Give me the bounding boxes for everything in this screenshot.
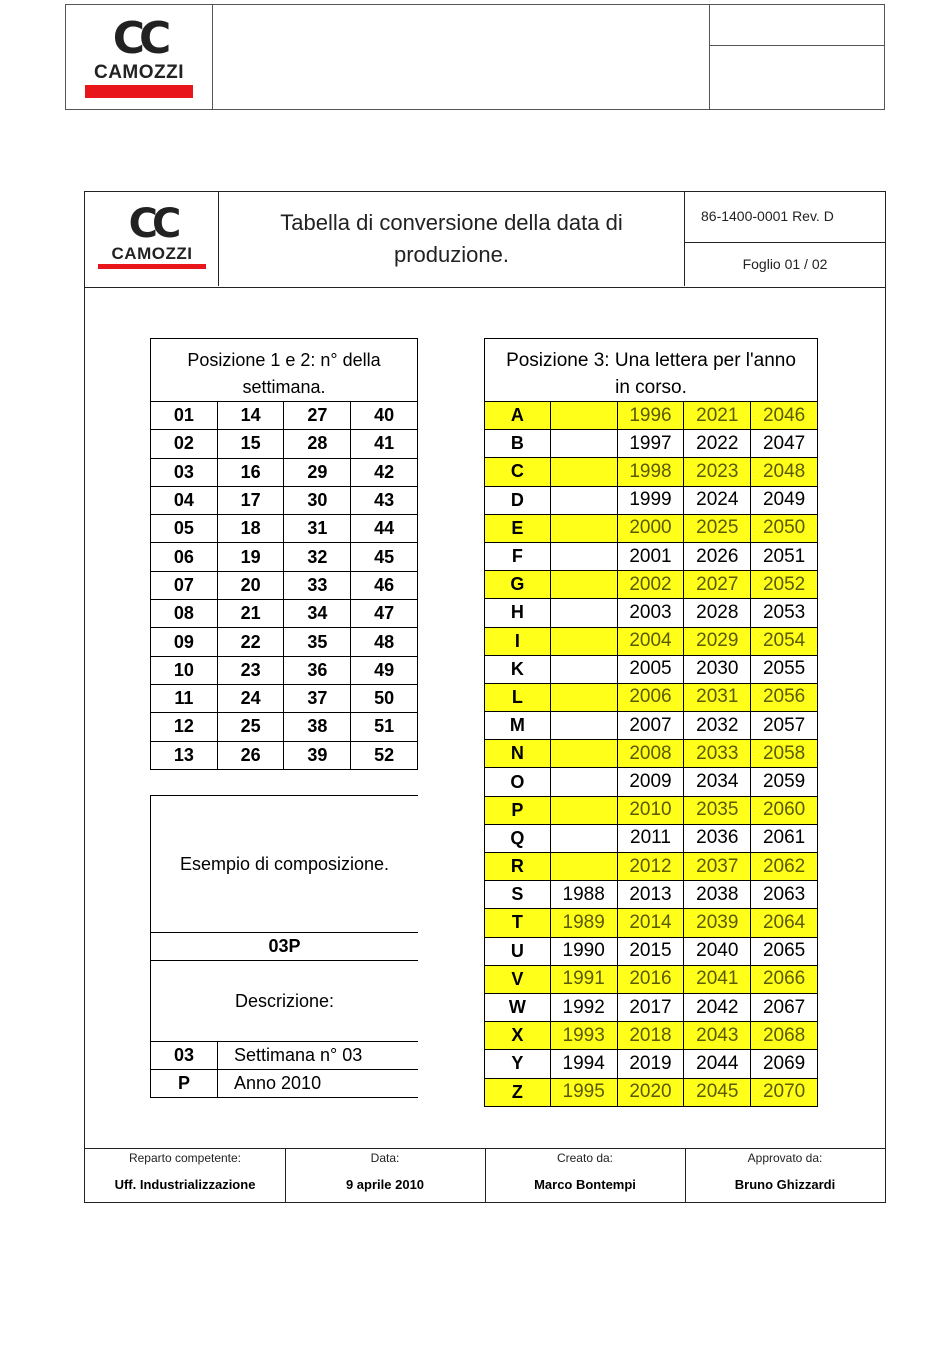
year-cell: 2046 bbox=[751, 402, 818, 430]
week-cell: 51 bbox=[351, 713, 418, 741]
year-cell: 2007 bbox=[617, 712, 684, 740]
footer-created-by bbox=[485, 1149, 686, 1203]
title-logo-cell bbox=[85, 192, 219, 286]
year-cell: 2068 bbox=[751, 1022, 818, 1050]
year-cell: 2023 bbox=[684, 458, 751, 486]
year-row-c bbox=[485, 458, 818, 486]
week-row bbox=[151, 600, 418, 628]
year-cell bbox=[550, 402, 617, 430]
year-letter: P bbox=[485, 796, 551, 824]
year-row-p bbox=[485, 796, 818, 824]
year-cell bbox=[550, 486, 617, 514]
week-cell: 19 bbox=[217, 543, 284, 571]
example-description-row bbox=[151, 961, 419, 1042]
year-cell bbox=[550, 430, 617, 458]
week-cell: 20 bbox=[217, 571, 284, 599]
week-cell: 41 bbox=[351, 430, 418, 458]
year-row-y bbox=[485, 1050, 818, 1078]
week-cell: 32 bbox=[284, 543, 351, 571]
week-cell: 37 bbox=[284, 684, 351, 712]
year-row-t bbox=[485, 909, 818, 937]
week-cell: 04 bbox=[151, 486, 218, 514]
year-cell bbox=[550, 853, 617, 881]
year-cell: 2005 bbox=[617, 655, 684, 683]
year-cell: 2001 bbox=[617, 542, 684, 570]
week-cell: 01 bbox=[151, 402, 218, 430]
week-cell: 18 bbox=[217, 515, 284, 543]
footer-value: Marco Bontempi bbox=[534, 1177, 636, 1192]
year-letter: Q bbox=[485, 824, 551, 852]
example-row bbox=[151, 1070, 419, 1098]
title-row bbox=[85, 192, 885, 288]
document-number: 86-1400-0001 Rev. D bbox=[685, 192, 885, 243]
week-cell: 15 bbox=[217, 430, 284, 458]
year-letter: Z bbox=[485, 1078, 551, 1106]
week-cell: 42 bbox=[351, 458, 418, 486]
year-cell: 2032 bbox=[684, 712, 751, 740]
year-cell: 1998 bbox=[617, 458, 684, 486]
year-cell: 1991 bbox=[550, 965, 617, 993]
week-cell: 16 bbox=[217, 458, 284, 486]
week-cell: 12 bbox=[151, 713, 218, 741]
week-cell: 26 bbox=[217, 741, 284, 769]
year-row-n bbox=[485, 740, 818, 768]
year-letter: M bbox=[485, 712, 551, 740]
year-cell bbox=[550, 768, 617, 796]
year-cell: 2047 bbox=[751, 430, 818, 458]
year-cell bbox=[550, 458, 617, 486]
year-cell: 2061 bbox=[751, 824, 818, 852]
year-cell: 2070 bbox=[751, 1078, 818, 1106]
week-table-body bbox=[151, 402, 418, 770]
year-row-x bbox=[485, 1022, 818, 1050]
year-cell: 2004 bbox=[617, 627, 684, 655]
year-cell: 2024 bbox=[684, 486, 751, 514]
year-row-u bbox=[485, 937, 818, 965]
year-cell: 2018 bbox=[617, 1022, 684, 1050]
year-header-line-1: Posizione 3: Una lettera per l'anno bbox=[506, 350, 796, 371]
year-letter: A bbox=[485, 402, 551, 430]
year-cell: 2033 bbox=[684, 740, 751, 768]
document-title bbox=[219, 192, 685, 286]
title-line-2: produzione. bbox=[394, 242, 509, 267]
year-cell: 2053 bbox=[751, 599, 818, 627]
week-row bbox=[151, 713, 418, 741]
year-cell bbox=[550, 655, 617, 683]
year-cell: 2065 bbox=[751, 937, 818, 965]
camozzi-logo bbox=[95, 201, 209, 269]
example-value: Settimana n° 03 bbox=[218, 1042, 419, 1070]
year-cell bbox=[550, 712, 617, 740]
week-cell: 45 bbox=[351, 543, 418, 571]
year-letter: R bbox=[485, 853, 551, 881]
year-table-header-row bbox=[485, 339, 818, 402]
year-row-z bbox=[485, 1078, 818, 1106]
year-cell: 2058 bbox=[751, 740, 818, 768]
week-cell: 29 bbox=[284, 458, 351, 486]
year-row-m bbox=[485, 712, 818, 740]
footer bbox=[85, 1148, 885, 1202]
year-letter-table bbox=[484, 338, 818, 1107]
week-row bbox=[151, 430, 418, 458]
footer-label: Creato da: bbox=[556, 1151, 614, 1165]
week-row bbox=[151, 486, 418, 514]
year-cell: 2049 bbox=[751, 486, 818, 514]
year-table-body bbox=[485, 402, 818, 1107]
week-row bbox=[151, 628, 418, 656]
year-row-e bbox=[485, 514, 818, 542]
year-cell: 2057 bbox=[751, 712, 818, 740]
year-cell: 2048 bbox=[751, 458, 818, 486]
year-cell: 2063 bbox=[751, 881, 818, 909]
year-row-a bbox=[485, 402, 818, 430]
week-cell: 14 bbox=[217, 402, 284, 430]
footer-value: Uff. Industrializzazione bbox=[114, 1177, 256, 1192]
week-cell: 50 bbox=[351, 684, 418, 712]
year-cell: 2036 bbox=[684, 824, 751, 852]
year-cell: 2041 bbox=[684, 965, 751, 993]
week-cell: 35 bbox=[284, 628, 351, 656]
year-cell: 2030 bbox=[684, 655, 751, 683]
year-cell: 2056 bbox=[751, 683, 818, 711]
year-row-o bbox=[485, 768, 818, 796]
sheet-number: Foglio 01 / 02 bbox=[742, 256, 828, 272]
year-cell: 2008 bbox=[617, 740, 684, 768]
camozzi-logo-word: CAMOZZI bbox=[93, 62, 185, 83]
year-row-d bbox=[485, 486, 818, 514]
year-row-g bbox=[485, 571, 818, 599]
week-cell: 46 bbox=[351, 571, 418, 599]
year-cell: 2029 bbox=[684, 627, 751, 655]
year-cell bbox=[550, 824, 617, 852]
week-header-line-1: Posizione 1 e 2: n° della bbox=[187, 350, 381, 370]
week-row bbox=[151, 656, 418, 684]
year-cell: 2045 bbox=[684, 1078, 751, 1106]
week-cell: 09 bbox=[151, 628, 218, 656]
week-cell: 31 bbox=[284, 515, 351, 543]
year-letter: S bbox=[485, 881, 551, 909]
footer-approved-by bbox=[685, 1149, 885, 1203]
week-cell: 34 bbox=[284, 600, 351, 628]
week-cell: 07 bbox=[151, 571, 218, 599]
example-title-row bbox=[151, 796, 419, 933]
year-row-b bbox=[485, 430, 818, 458]
year-cell: 2026 bbox=[684, 542, 751, 570]
year-cell: 2031 bbox=[684, 683, 751, 711]
year-cell: 2002 bbox=[617, 571, 684, 599]
year-letter: F bbox=[485, 542, 551, 570]
example-value: Anno 2010 bbox=[218, 1070, 419, 1098]
year-letter: I bbox=[485, 627, 551, 655]
year-cell: 2038 bbox=[684, 881, 751, 909]
example-code-row bbox=[151, 933, 419, 961]
year-cell: 2009 bbox=[617, 768, 684, 796]
example-title: Esempio di composizione. bbox=[151, 796, 419, 933]
year-row-h bbox=[485, 599, 818, 627]
year-cell: 2064 bbox=[751, 909, 818, 937]
year-letter: K bbox=[485, 655, 551, 683]
week-cell: 05 bbox=[151, 515, 218, 543]
camozzi-logo-word: CAMOZZI bbox=[111, 244, 193, 263]
week-table bbox=[150, 338, 418, 770]
year-cell bbox=[550, 571, 617, 599]
year-letter: D bbox=[485, 486, 551, 514]
year-cell: 2010 bbox=[617, 796, 684, 824]
year-row-l bbox=[485, 683, 818, 711]
week-row bbox=[151, 458, 418, 486]
year-table-header bbox=[485, 339, 818, 402]
example-key: P bbox=[151, 1070, 218, 1098]
year-cell: 2067 bbox=[751, 993, 818, 1021]
year-header-line-2: in corso. bbox=[615, 377, 687, 398]
year-row-r bbox=[485, 853, 818, 881]
year-row-s bbox=[485, 881, 818, 909]
year-letter: W bbox=[485, 993, 551, 1021]
year-cell bbox=[550, 683, 617, 711]
year-row-q bbox=[485, 824, 818, 852]
year-cell: 1997 bbox=[617, 430, 684, 458]
year-cell: 2059 bbox=[751, 768, 818, 796]
year-cell: 2069 bbox=[751, 1050, 818, 1078]
year-letter: Y bbox=[485, 1050, 551, 1078]
week-cell: 08 bbox=[151, 600, 218, 628]
year-cell: 2000 bbox=[617, 514, 684, 542]
week-cell: 49 bbox=[351, 656, 418, 684]
week-cell: 11 bbox=[151, 684, 218, 712]
year-letter: G bbox=[485, 571, 551, 599]
year-cell: 2054 bbox=[751, 627, 818, 655]
title-line-1: Tabella di conversione della data di bbox=[280, 210, 623, 235]
year-cell bbox=[550, 740, 617, 768]
year-cell: 1994 bbox=[550, 1050, 617, 1078]
year-cell: 2017 bbox=[617, 993, 684, 1021]
title-right-cell bbox=[685, 192, 885, 286]
year-cell: 2027 bbox=[684, 571, 751, 599]
week-cell: 47 bbox=[351, 600, 418, 628]
year-letter: B bbox=[485, 430, 551, 458]
year-cell: 1995 bbox=[550, 1078, 617, 1106]
year-cell: 2011 bbox=[617, 824, 684, 852]
year-letter: E bbox=[485, 514, 551, 542]
year-cell: 2051 bbox=[751, 542, 818, 570]
week-table-header-row bbox=[151, 339, 418, 402]
week-cell: 39 bbox=[284, 741, 351, 769]
example-description-label: Descrizione: bbox=[151, 961, 419, 1042]
year-cell: 2006 bbox=[617, 683, 684, 711]
year-cell: 2035 bbox=[684, 796, 751, 824]
year-row-i bbox=[485, 627, 818, 655]
year-cell bbox=[550, 542, 617, 570]
year-cell: 2060 bbox=[751, 796, 818, 824]
year-cell bbox=[550, 599, 617, 627]
example-code: 03P bbox=[151, 933, 419, 961]
week-cell: 02 bbox=[151, 430, 218, 458]
year-cell: 2003 bbox=[617, 599, 684, 627]
week-cell: 23 bbox=[217, 656, 284, 684]
footer-department bbox=[85, 1149, 286, 1203]
year-cell: 2022 bbox=[684, 430, 751, 458]
year-letter: N bbox=[485, 740, 551, 768]
week-cell: 06 bbox=[151, 543, 218, 571]
year-cell: 1988 bbox=[550, 881, 617, 909]
year-cell: 1990 bbox=[550, 937, 617, 965]
week-cell: 25 bbox=[217, 713, 284, 741]
top-header-box bbox=[65, 4, 885, 110]
year-cell: 2043 bbox=[684, 1022, 751, 1050]
week-cell: 43 bbox=[351, 486, 418, 514]
year-cell: 2037 bbox=[684, 853, 751, 881]
year-row-w bbox=[485, 993, 818, 1021]
week-table-header bbox=[151, 339, 418, 402]
year-cell: 2028 bbox=[684, 599, 751, 627]
footer-label: Data: bbox=[370, 1151, 400, 1165]
year-letter: C bbox=[485, 458, 551, 486]
year-cell: 2062 bbox=[751, 853, 818, 881]
year-cell: 1996 bbox=[617, 402, 684, 430]
year-cell bbox=[550, 796, 617, 824]
week-cell: 38 bbox=[284, 713, 351, 741]
year-cell: 2014 bbox=[617, 909, 684, 937]
week-cell: 52 bbox=[351, 741, 418, 769]
year-letter: U bbox=[485, 937, 551, 965]
year-cell: 2042 bbox=[684, 993, 751, 1021]
year-cell: 2020 bbox=[617, 1078, 684, 1106]
year-cell: 1992 bbox=[550, 993, 617, 1021]
week-row bbox=[151, 571, 418, 599]
week-cell: 27 bbox=[284, 402, 351, 430]
week-cell: 40 bbox=[351, 402, 418, 430]
year-letter: T bbox=[485, 909, 551, 937]
example-row bbox=[151, 1042, 419, 1070]
year-cell: 2016 bbox=[617, 965, 684, 993]
year-letter: O bbox=[485, 768, 551, 796]
year-cell bbox=[550, 627, 617, 655]
example-block bbox=[150, 795, 418, 1098]
week-cell: 10 bbox=[151, 656, 218, 684]
year-cell: 2021 bbox=[684, 402, 751, 430]
year-row-v bbox=[485, 965, 818, 993]
year-cell: 2052 bbox=[751, 571, 818, 599]
week-cell: 48 bbox=[351, 628, 418, 656]
footer-value: Bruno Ghizzardi bbox=[734, 1177, 836, 1192]
year-cell: 2044 bbox=[684, 1050, 751, 1078]
year-letter: X bbox=[485, 1022, 551, 1050]
year-cell: 1993 bbox=[550, 1022, 617, 1050]
footer-date bbox=[285, 1149, 486, 1203]
camozzi-logo bbox=[80, 13, 198, 98]
year-cell: 1999 bbox=[617, 486, 684, 514]
top-right-column bbox=[709, 5, 884, 109]
week-cell: 30 bbox=[284, 486, 351, 514]
year-cell: 2015 bbox=[617, 937, 684, 965]
year-cell bbox=[550, 514, 617, 542]
footer-value: 9 aprile 2010 bbox=[345, 1177, 425, 1192]
week-cell: 36 bbox=[284, 656, 351, 684]
year-cell: 2019 bbox=[617, 1050, 684, 1078]
week-cell: 17 bbox=[217, 486, 284, 514]
year-cell: 2040 bbox=[684, 937, 751, 965]
footer-label: Approvato da: bbox=[747, 1151, 823, 1165]
year-letter: L bbox=[485, 683, 551, 711]
year-cell: 2025 bbox=[684, 514, 751, 542]
week-header-line-2: settimana. bbox=[242, 377, 326, 397]
year-letter: V bbox=[485, 965, 551, 993]
week-row bbox=[151, 515, 418, 543]
year-cell: 2066 bbox=[751, 965, 818, 993]
year-cell: 2034 bbox=[684, 768, 751, 796]
logo-red-bar bbox=[85, 85, 193, 98]
year-cell: 2055 bbox=[751, 655, 818, 683]
week-row bbox=[151, 402, 418, 430]
week-cell: 22 bbox=[217, 628, 284, 656]
week-cell: 21 bbox=[217, 600, 284, 628]
footer-label: Reparto competente: bbox=[128, 1151, 242, 1165]
week-cell: 03 bbox=[151, 458, 218, 486]
year-row-k bbox=[485, 655, 818, 683]
top-right-divider bbox=[710, 45, 884, 46]
week-row bbox=[151, 684, 418, 712]
logo-red-bar bbox=[98, 264, 206, 269]
year-letter: H bbox=[485, 599, 551, 627]
year-cell: 2013 bbox=[617, 881, 684, 909]
week-cell: 44 bbox=[351, 515, 418, 543]
year-cell: 2012 bbox=[617, 853, 684, 881]
year-cell: 1989 bbox=[550, 909, 617, 937]
year-cell: 2050 bbox=[751, 514, 818, 542]
week-cell: 33 bbox=[284, 571, 351, 599]
year-cell: 2039 bbox=[684, 909, 751, 937]
top-logo-cell bbox=[66, 5, 213, 109]
week-cell: 24 bbox=[217, 684, 284, 712]
week-cell: 28 bbox=[284, 430, 351, 458]
year-row-f bbox=[485, 542, 818, 570]
example-key: 03 bbox=[151, 1042, 218, 1070]
week-cell: 13 bbox=[151, 741, 218, 769]
week-row bbox=[151, 741, 418, 769]
week-row bbox=[151, 543, 418, 571]
camozzi-logo-mark: CC bbox=[128, 201, 176, 247]
camozzi-logo-mark: CC bbox=[112, 13, 166, 64]
